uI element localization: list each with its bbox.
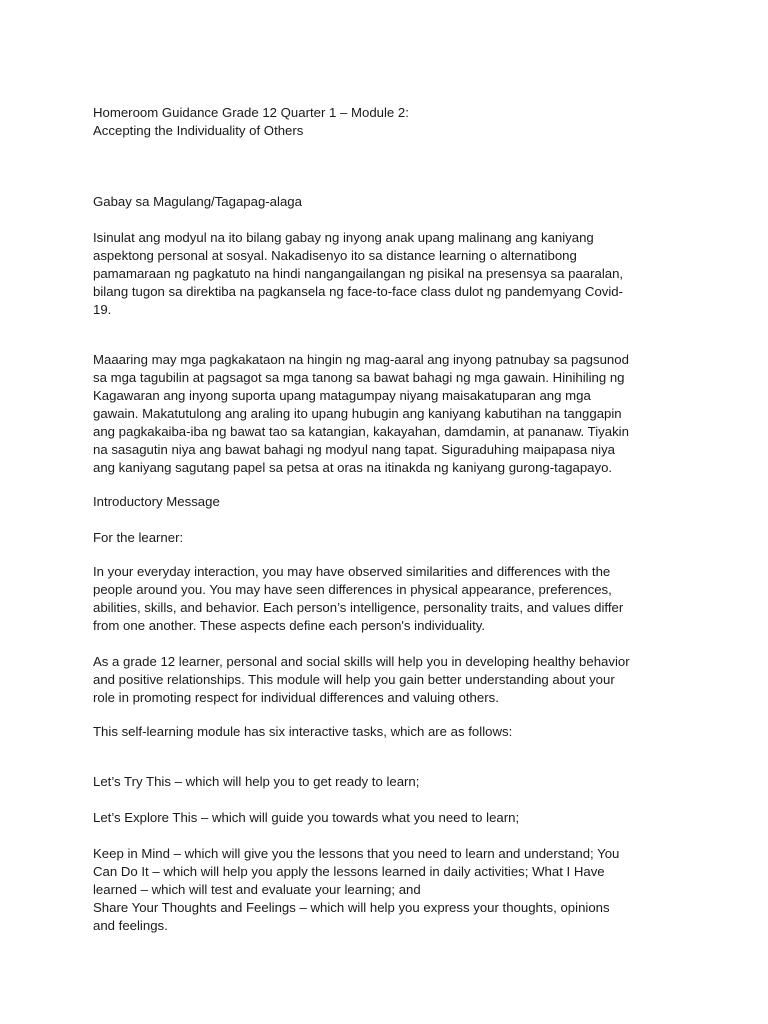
text-line: ang pagkakaiba-iba ng bawat tao sa katangian, kakayahan, damdamin, at pananaw. Tiyakin [93, 424, 629, 439]
text-line: na sasagutin niya ang bawat bahagi ng modyul nang tapat. Siguraduhing maipapasa niya [93, 442, 616, 457]
text-line: pamamaraan ng pagkatuto na hindi nangangailangan ng pisikal na presensya sa paaralan, [93, 266, 624, 281]
text-line: Maaaring may mga pagkakataon na hingin ng mag-aaral ang inyong patnubay sa pagsunod [93, 352, 629, 367]
title-line-1: Homeroom Guidance Grade 12 Quarter 1 – Module 2: [93, 105, 409, 120]
introductory-message-heading: Introductory Message [93, 494, 220, 509]
text-line: ang kaniyang sagutang papel sa petsa at oras na itinakda ng kaniyang gurong-tagapayo. [93, 460, 613, 475]
parent-guide-paragraph-2 [93, 351, 629, 477]
task-list-block [93, 845, 619, 935]
text-line: As a grade 12 learner, personal and social skills will help you in developing healthy behavior [93, 654, 630, 669]
text-line: from one another. These aspects define each person's individuality. [93, 618, 486, 633]
text-line: learned – which will test and evaluate your learning; and [93, 882, 421, 897]
text-line: sa mga tagubilin at pagsagot sa mga tanong sa bawat bahagi ng mga gawain. Hinihiling ng [93, 370, 625, 385]
learner-heading: For the learner: [93, 530, 184, 545]
learner-paragraph-2 [93, 653, 630, 707]
text-line: abilities, skills, and behavior. Each person’s intelligence, personality traits, and values differ [93, 600, 624, 615]
text-line: Can Do It – which will help you apply the lessons learned in daily activities; What I Have [93, 864, 605, 879]
text-line: gawain. Makatutulong ang araling ito upang hubugin ang kaniyang kabutihan na tanggapin [93, 406, 622, 421]
text-line: bilang tugon sa direktiba na pagkansela ng face-to-face class dulot ng pandemyang Covid- [93, 284, 624, 299]
text-line: In your everyday interaction, you may have observed similarities and differences with the [93, 564, 611, 579]
parent-guide-heading: Gabay sa Magulang/Tagapag-alaga [93, 194, 302, 209]
text-line: Kagawaran ang inyong suporta upang matagumpay niyang maisakatuparan ang mga [93, 388, 591, 403]
learner-paragraph-1 [93, 563, 623, 635]
title-line-2: Accepting the Individuality of Others [93, 123, 304, 138]
parent-guide-paragraph-1 [93, 229, 623, 319]
text-line: 19. [93, 302, 112, 317]
tasks-intro: This self-learning module has six interactive tasks, which are as follows: [93, 724, 513, 739]
task-lets-try-this: Let’s Try This – which will help you to get ready to learn; [93, 774, 420, 789]
text-line: and positive relationships. This module will help you gain better understanding about your [93, 672, 615, 687]
text-line: people around you. You may have seen differences in physical appearance, preferences, [93, 582, 612, 597]
text-line: Share Your Thoughts and Feelings – which will help you express your thoughts, opinions [93, 900, 610, 915]
text-line: role in promoting respect for individual differences and valuing others. [93, 690, 499, 705]
text-line: aspektong personal at sosyal. Nakadisenyo ito sa distance learning o alternatibong [93, 248, 577, 263]
text-line: Keep in Mind – which will give you the lessons that you need to learn and understand; You [93, 846, 620, 861]
text-line: Isinulat ang modyul na ito bilang gabay ng inyong anak upang malinang ang kaniyang [93, 230, 594, 245]
task-lets-explore-this: Let’s Explore This – which will guide you towards what you need to learn; [93, 810, 520, 825]
text-line: and feelings. [93, 918, 168, 933]
document-title [93, 104, 409, 140]
